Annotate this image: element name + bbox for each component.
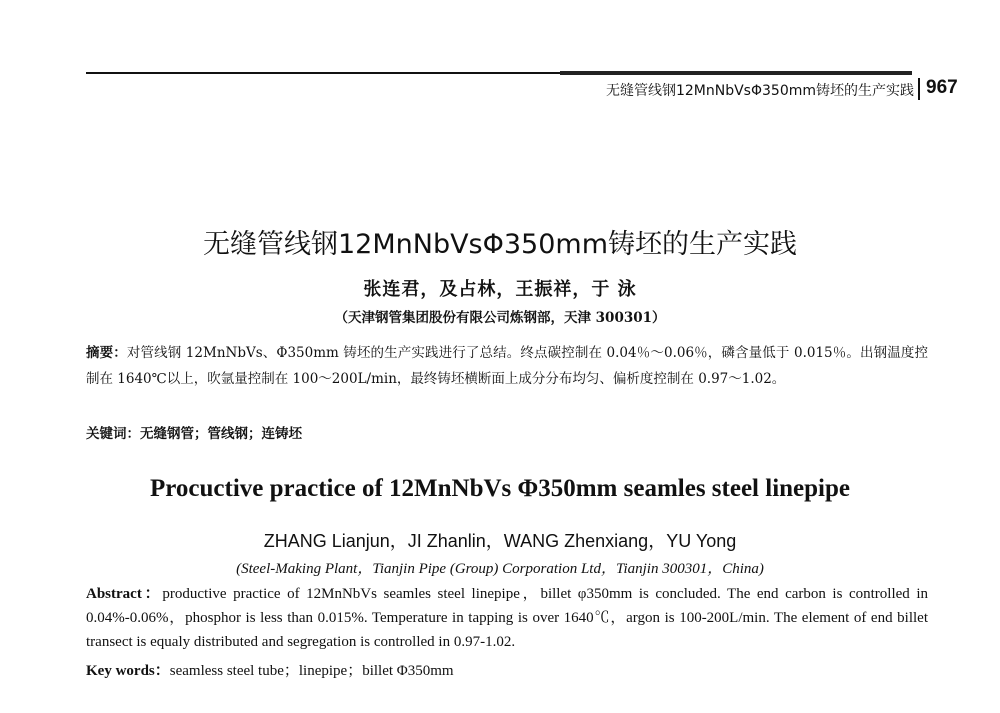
page-number: 967	[926, 77, 958, 98]
chinese-abstract	[86, 340, 928, 392]
chinese-abstract-label: 摘要：	[86, 345, 127, 361]
english-abstract	[86, 582, 928, 654]
english-abstract-label: Abstract：	[86, 586, 163, 602]
chinese-title: 无缝管线钢12MnNbVsΦ350mm铸坯的生产实践	[202, 229, 798, 260]
header-divider	[918, 78, 920, 100]
english-keywords-label: Key words：	[86, 663, 170, 679]
english-abstract-text: productive practice of 12MnNbVs seamles steel linepipe，billet φ350mm is concluded. The end carbon is controlled in 0.04%-0.06%，phosphor is less than 0.015%. Temperature in tapping is over 1640℃，argon is 100-200L/min. The element of end billet transect is equaly distributed and segregation is controlled in 0.97-1.02.	[86, 586, 928, 650]
chinese-affiliation: （天津钢管集团股份有限公司炼钢部，天津 300301）	[334, 310, 666, 326]
english-authors: ZHANG Lianjun，JI Zhanlin，WANG Zhenxiang，YU Yong	[263, 531, 737, 551]
chinese-authors: 张连君，及占林，王振祥，于 泳	[363, 279, 637, 300]
english-keywords	[86, 659, 454, 680]
english-affiliation: (Steel-Making Plant，Tianjin Pipe (Group) Corporation Ltd，Tianjin 300301，China)	[236, 561, 764, 577]
chinese-keywords-text: 无缝钢管；管线钢；连铸坯	[140, 426, 302, 442]
chinese-keywords-label: 关键词：	[86, 426, 140, 442]
header-rule-thick	[560, 71, 912, 75]
english-title: Procuctive practice of 12MnNbVs Φ350mm seamles steel linepipe	[150, 475, 850, 502]
running-title: 无缝管线钢12MnNbVsΦ350mm铸坯的生产实践	[605, 83, 914, 99]
chinese-abstract-text: 对管线钢 12MnNbVs、Φ350mm 铸坯的生产实践进行了总结。终点碳控制在 0.04％～0.06％，磷含量低于 0.015％。出钢温度控制在 1640℃以上，吹氩量控制在 100～200L/min，最终铸坯横断面上成分分布均匀、偏析度控制在 0.97～1.02。	[86, 345, 929, 387]
english-keywords-text: seamless steel tube；linepipe；billet Φ350mm	[169, 663, 454, 679]
chinese-keywords	[86, 422, 302, 442]
